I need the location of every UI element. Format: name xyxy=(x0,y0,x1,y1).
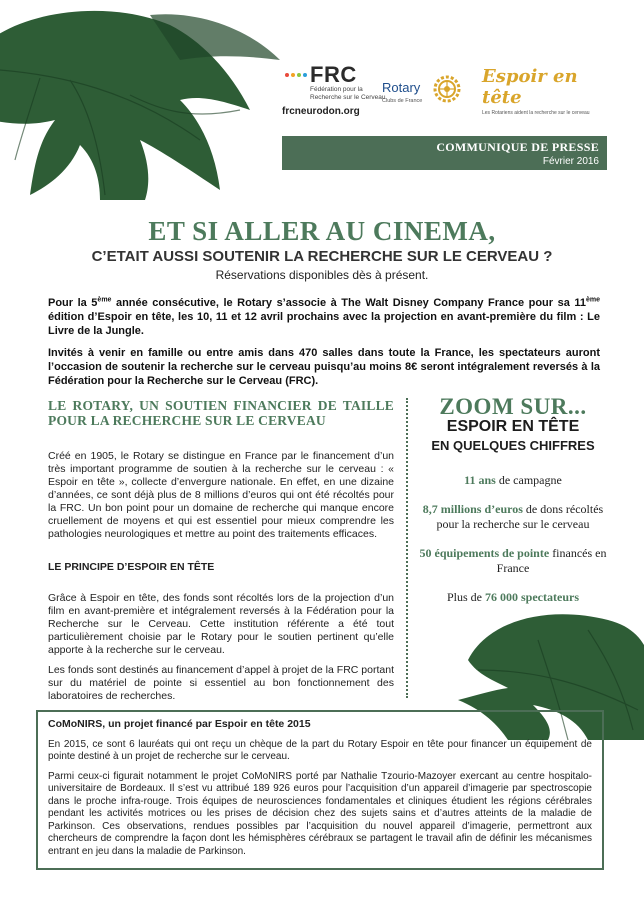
espoir-logo xyxy=(482,66,612,116)
headline-sub: C’ETAIT AUSSI SOUTENIR LA RECHERCHE SUR LE CERVEAU ? xyxy=(91,248,553,265)
case-box-title: CoMoNIRS, un projet financé par Espoir en tête 2015 xyxy=(48,718,311,730)
rotary-name: Rotary xyxy=(382,80,421,95)
espoir-tagline: Les Rotariens aident la recherche sur le cerveau xyxy=(482,110,590,116)
principle-paragraph-1: Grâce à Espoir en tête, des fonds sont récoltés lors de la projection d’un film en avant-première et intégralement reversés à la Fédération pour la Recherche sur le Cerveau. Cette institution référente a été tout particulièrement choisie par le Rotary pour le soutien pertinent qu’elle apporte à la recherche sur le cerveau. xyxy=(48,592,394,656)
headline-reservation-note: Réservations disponibles dès à présent. xyxy=(215,268,429,282)
stat-item: Plus de 76 000 spectateurs xyxy=(447,590,579,604)
zoom-subtitle-figures: EN QUELQUES CHIFFRES xyxy=(431,438,595,453)
frc-url: frcneurodon.org xyxy=(282,106,360,117)
frc-name: FRC xyxy=(310,62,357,87)
comonirs-case-box xyxy=(36,710,604,870)
intro-paragraph-1: Pour la 5ème année consécutive, le Rotary s’associe à The Walt Disney Company France pour sa 11ème édition d’Espoir en tête, les 10, 11 et 12 avril prochains avec la projection en avant-première du film : Le Livre de la Jungle. xyxy=(48,296,600,337)
stat-item: 50 équipements de pointe financés en France xyxy=(419,546,607,575)
rotary-section-body: Créé en 1905, le Rotary se distingue en France par le financement d’un très important programme de soutien à la recherche sur le cerveau : « Espoir en tête », collecte d’envergure nationale. En effet, en une dizaine d’années, ce sont déjà plus de 8 millions d’euros qui ont été récoltés pour la FRC. Un bon point pour un domaine de recherche qui manque encore cruellement de moyens et qui est essentiel pour mieux comprendre les pathologies neurologiques et mettre au point des traitements efficaces. xyxy=(48,450,394,540)
stat-item: 8,7 millions d’euros de dons récoltés pour la recherche sur le cerveau xyxy=(422,502,604,531)
rotary-section-title: LE ROTARY, UN SOUTIEN FINANCIER DE TAILLE POUR LA RECHERCHE SUR LE CERVEAU xyxy=(48,398,394,428)
stat-item: 11 ans de campagne xyxy=(464,473,562,487)
monstera-leaf-top-illustration xyxy=(0,0,290,200)
case-box-paragraph-2: Parmi ceux-ci figurait notamment le projet CoMoNIRS porté par Nathalie Tzourio-Mazoyer exercant au centre hospitalo-universitaire de Bordeaux. Il s’est vu attribué 189 926 euros pour l’acquisition d’un appareil d’imagerie par spectroscopie dans le proche infra-rouge. Trois équipes de neurosciences fondamentales et cliniques étudient les régions cérébrales pendant les activités motrices ou les prises de décision chez des sujets sains et d’autres atteints de la maladie de Parkinson. Ces observations, rendues possibles par l’acquisition du nouvel appareil d’imagerie, permettront aux chercheurs de comprendre la façon dont les hémisphères cérébraux se partagent le travail afin de définir les mécanismes entrant en jeu dans la maladie de Parkinson. xyxy=(48,770,592,857)
principle-section-title: LE PRINCIPE D’ESPOIR EN TÊTE xyxy=(48,561,215,573)
rotary-subtitle: Clubs de France xyxy=(382,98,423,104)
rotary-wheel-icon xyxy=(432,74,462,104)
intro-paragraph-2: Invités à venir en famille ou entre amis dans 470 salles dans toute la France, les spectateurs auront l’occasion de soutenir la recherche sur le cerveau puisqu’au moins 8€ seront intégralement reversés à la Fédération pour la Recherche sur le Cerveau (FRC). xyxy=(48,347,600,387)
zoom-subtitle: ESPOIR EN TÊTE xyxy=(446,418,580,435)
partner-logos xyxy=(282,62,612,122)
frc-subtitle: Fédération pour la Recherche sur le Cerveau xyxy=(310,86,386,101)
press-release-date: Février 2016 xyxy=(542,156,599,167)
zoom-sidebar xyxy=(416,394,610,619)
press-release-title: COMMUNIQUE DE PRESSE xyxy=(436,140,599,154)
press-release-banner xyxy=(282,136,607,170)
stats-list xyxy=(416,473,610,605)
intro-section xyxy=(48,296,600,396)
case-box-paragraph-1: En 2015, ce sont 6 lauréats qui ont reçu un chèque de la part du Rotary Espoir en tête pour financer un équipement de pointe destiné à un projet de recherche sur le cerveau. xyxy=(48,738,592,762)
column-divider xyxy=(406,398,408,698)
zoom-title: ZOOM SUR... xyxy=(439,394,587,419)
headline-main: ET SI ALLER AU CINEMA, xyxy=(148,216,496,246)
left-column xyxy=(48,398,394,710)
espoir-name: Espoir en tête xyxy=(482,66,578,108)
principle-paragraph-2: Les fonds sont destinés au financement d’appel à projet de la FRC portant sur du matériel de pointe si essentiel au bon fonctionnement des laboratoires de recherches. xyxy=(48,664,394,702)
headline xyxy=(0,216,644,282)
